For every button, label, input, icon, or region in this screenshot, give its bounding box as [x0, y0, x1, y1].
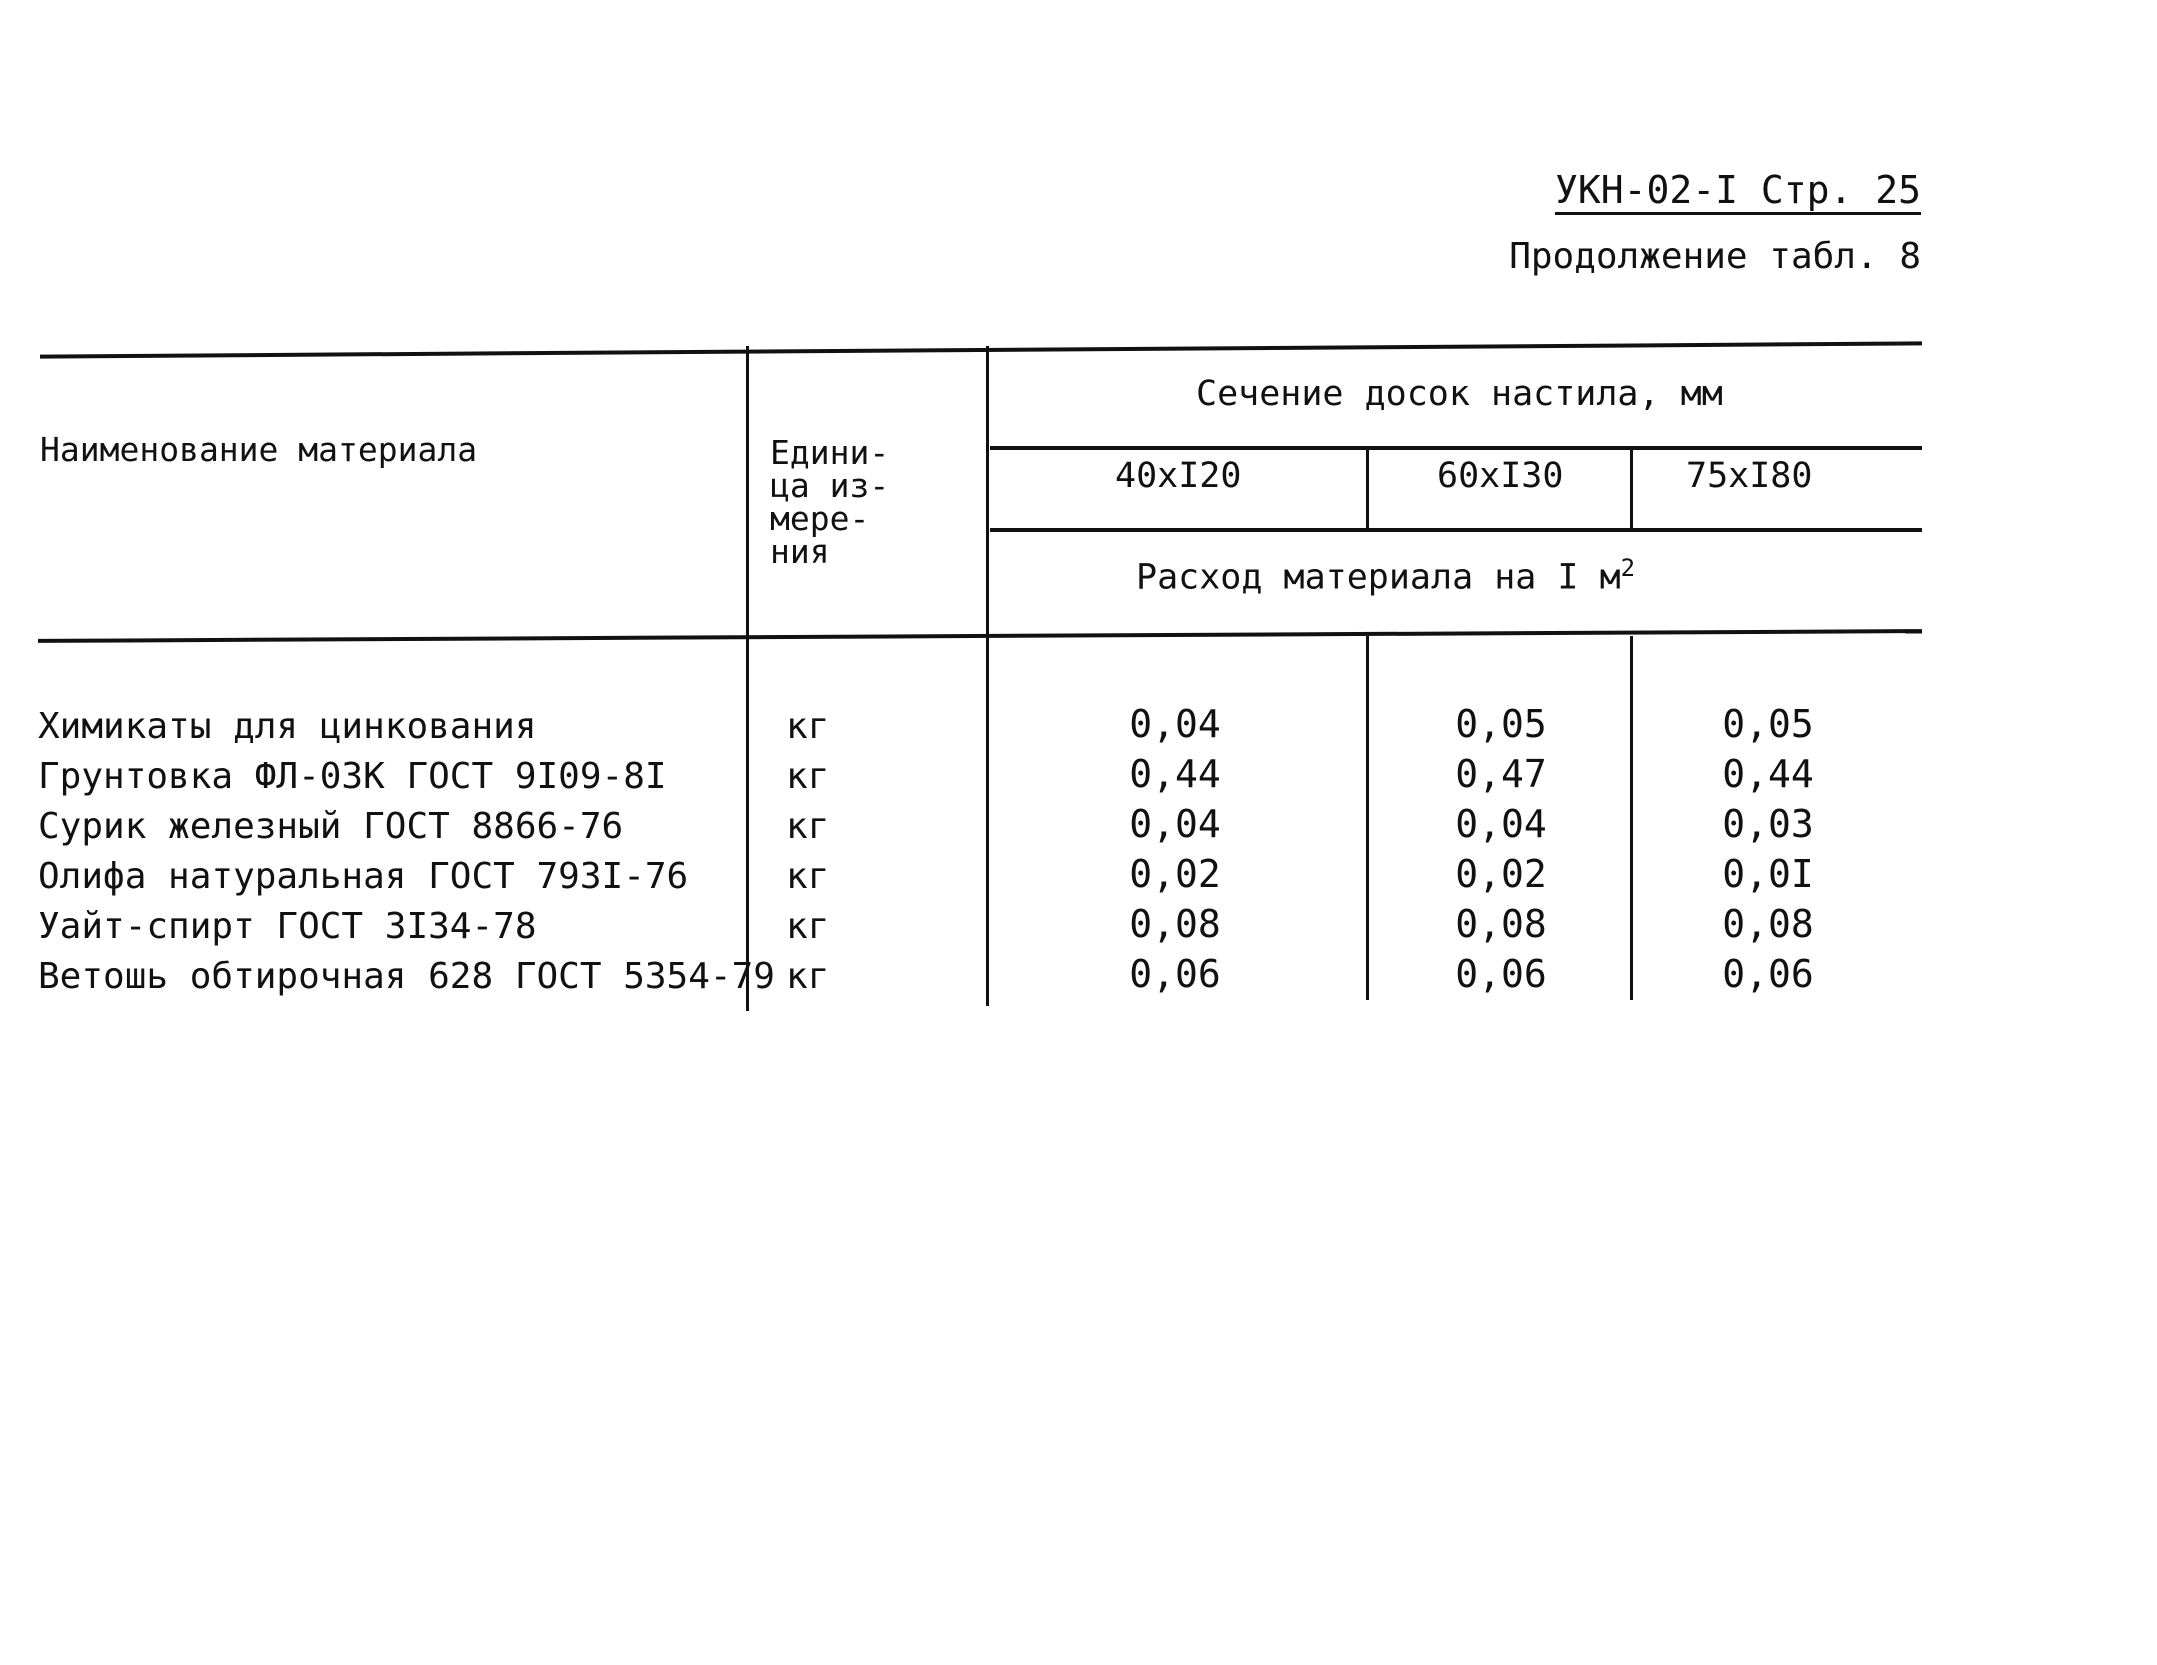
- value-section-1: 0,44: [1129, 752, 1221, 796]
- material-name: Ветошь обтирочная 628 ГОСТ 5354-79: [38, 956, 775, 997]
- column-divider-section-1: [1366, 448, 1369, 532]
- consumption-header-superscript: 2: [1620, 554, 1636, 582]
- value-section-2: 0,02: [1455, 852, 1547, 896]
- value-section-2: 0,04: [1455, 802, 1547, 846]
- material-unit: кг: [786, 706, 830, 747]
- column-divider-unit: [986, 346, 989, 1006]
- unit-header-line: Едини-: [770, 433, 890, 472]
- value-section-3: 0,08: [1722, 902, 1814, 946]
- material-name: Уайт-спирт ГОСТ 3I34-78: [38, 906, 537, 947]
- material-name: Сурик железный ГОСТ 8866-76: [38, 806, 624, 847]
- value-section-3: 0,05: [1722, 702, 1814, 746]
- material-name: Грунтовка ФЛ-03К ГОСТ 9I09-8I: [38, 756, 667, 797]
- column-divider-material: [746, 346, 749, 1011]
- table-header-bottom-rule: [38, 629, 1922, 643]
- unit-header-line: ца из-: [770, 466, 890, 505]
- section-size-1: 40хI20: [1115, 456, 1242, 496]
- consumption-header: [1136, 554, 1635, 598]
- unit-column-header: [770, 430, 889, 574]
- column-divider-body-2: [1630, 636, 1633, 1000]
- section-header: Сечение досок настила, мм: [1196, 374, 1723, 414]
- material-unit: кг: [786, 906, 830, 947]
- column-divider-body-1: [1366, 636, 1369, 1000]
- value-section-1: 0,08: [1129, 902, 1221, 946]
- value-section-1: 0,04: [1129, 802, 1221, 846]
- material-unit: кг: [786, 806, 830, 847]
- value-section-2: 0,05: [1455, 702, 1547, 746]
- section-size-2: 60хI30: [1437, 456, 1564, 496]
- value-section-3: 0,44: [1722, 752, 1814, 796]
- value-section-1: 0,06: [1129, 952, 1221, 996]
- value-section-2: 0,47: [1455, 752, 1547, 796]
- material-unit: кг: [786, 756, 830, 797]
- value-section-3: 0,0I: [1722, 852, 1814, 896]
- column-divider-section-2: [1630, 448, 1633, 532]
- value-section-1: 0,02: [1129, 852, 1221, 896]
- material-unit: кг: [786, 956, 830, 997]
- material-name: Олифа натуральная ГОСТ 793I-76: [38, 856, 689, 897]
- table-continuation-label: Продолжение табл. 8: [1509, 236, 1921, 277]
- material-column-header: Наименование материала: [40, 430, 478, 469]
- unit-header-line: мере-: [770, 499, 870, 538]
- material-name: Химикаты для цинкования: [38, 706, 537, 747]
- document-code: УКН-02-I Стр. 25: [1554, 168, 1921, 212]
- consumption-header-text: Расход материала на I м: [1136, 557, 1621, 598]
- material-unit: кг: [786, 856, 830, 897]
- table-top-rule: [40, 341, 1922, 358]
- section-header-rule: [990, 446, 1922, 450]
- unit-header-line: ния: [770, 532, 830, 571]
- value-section-3: 0,03: [1722, 802, 1814, 846]
- section-size-3: 75хI80: [1686, 456, 1813, 496]
- value-section-3: 0,06: [1722, 952, 1814, 996]
- value-section-2: 0,06: [1455, 952, 1547, 996]
- section-sizes-rule: [990, 528, 1922, 532]
- value-section-2: 0,08: [1455, 902, 1547, 946]
- value-section-1: 0,04: [1129, 702, 1221, 746]
